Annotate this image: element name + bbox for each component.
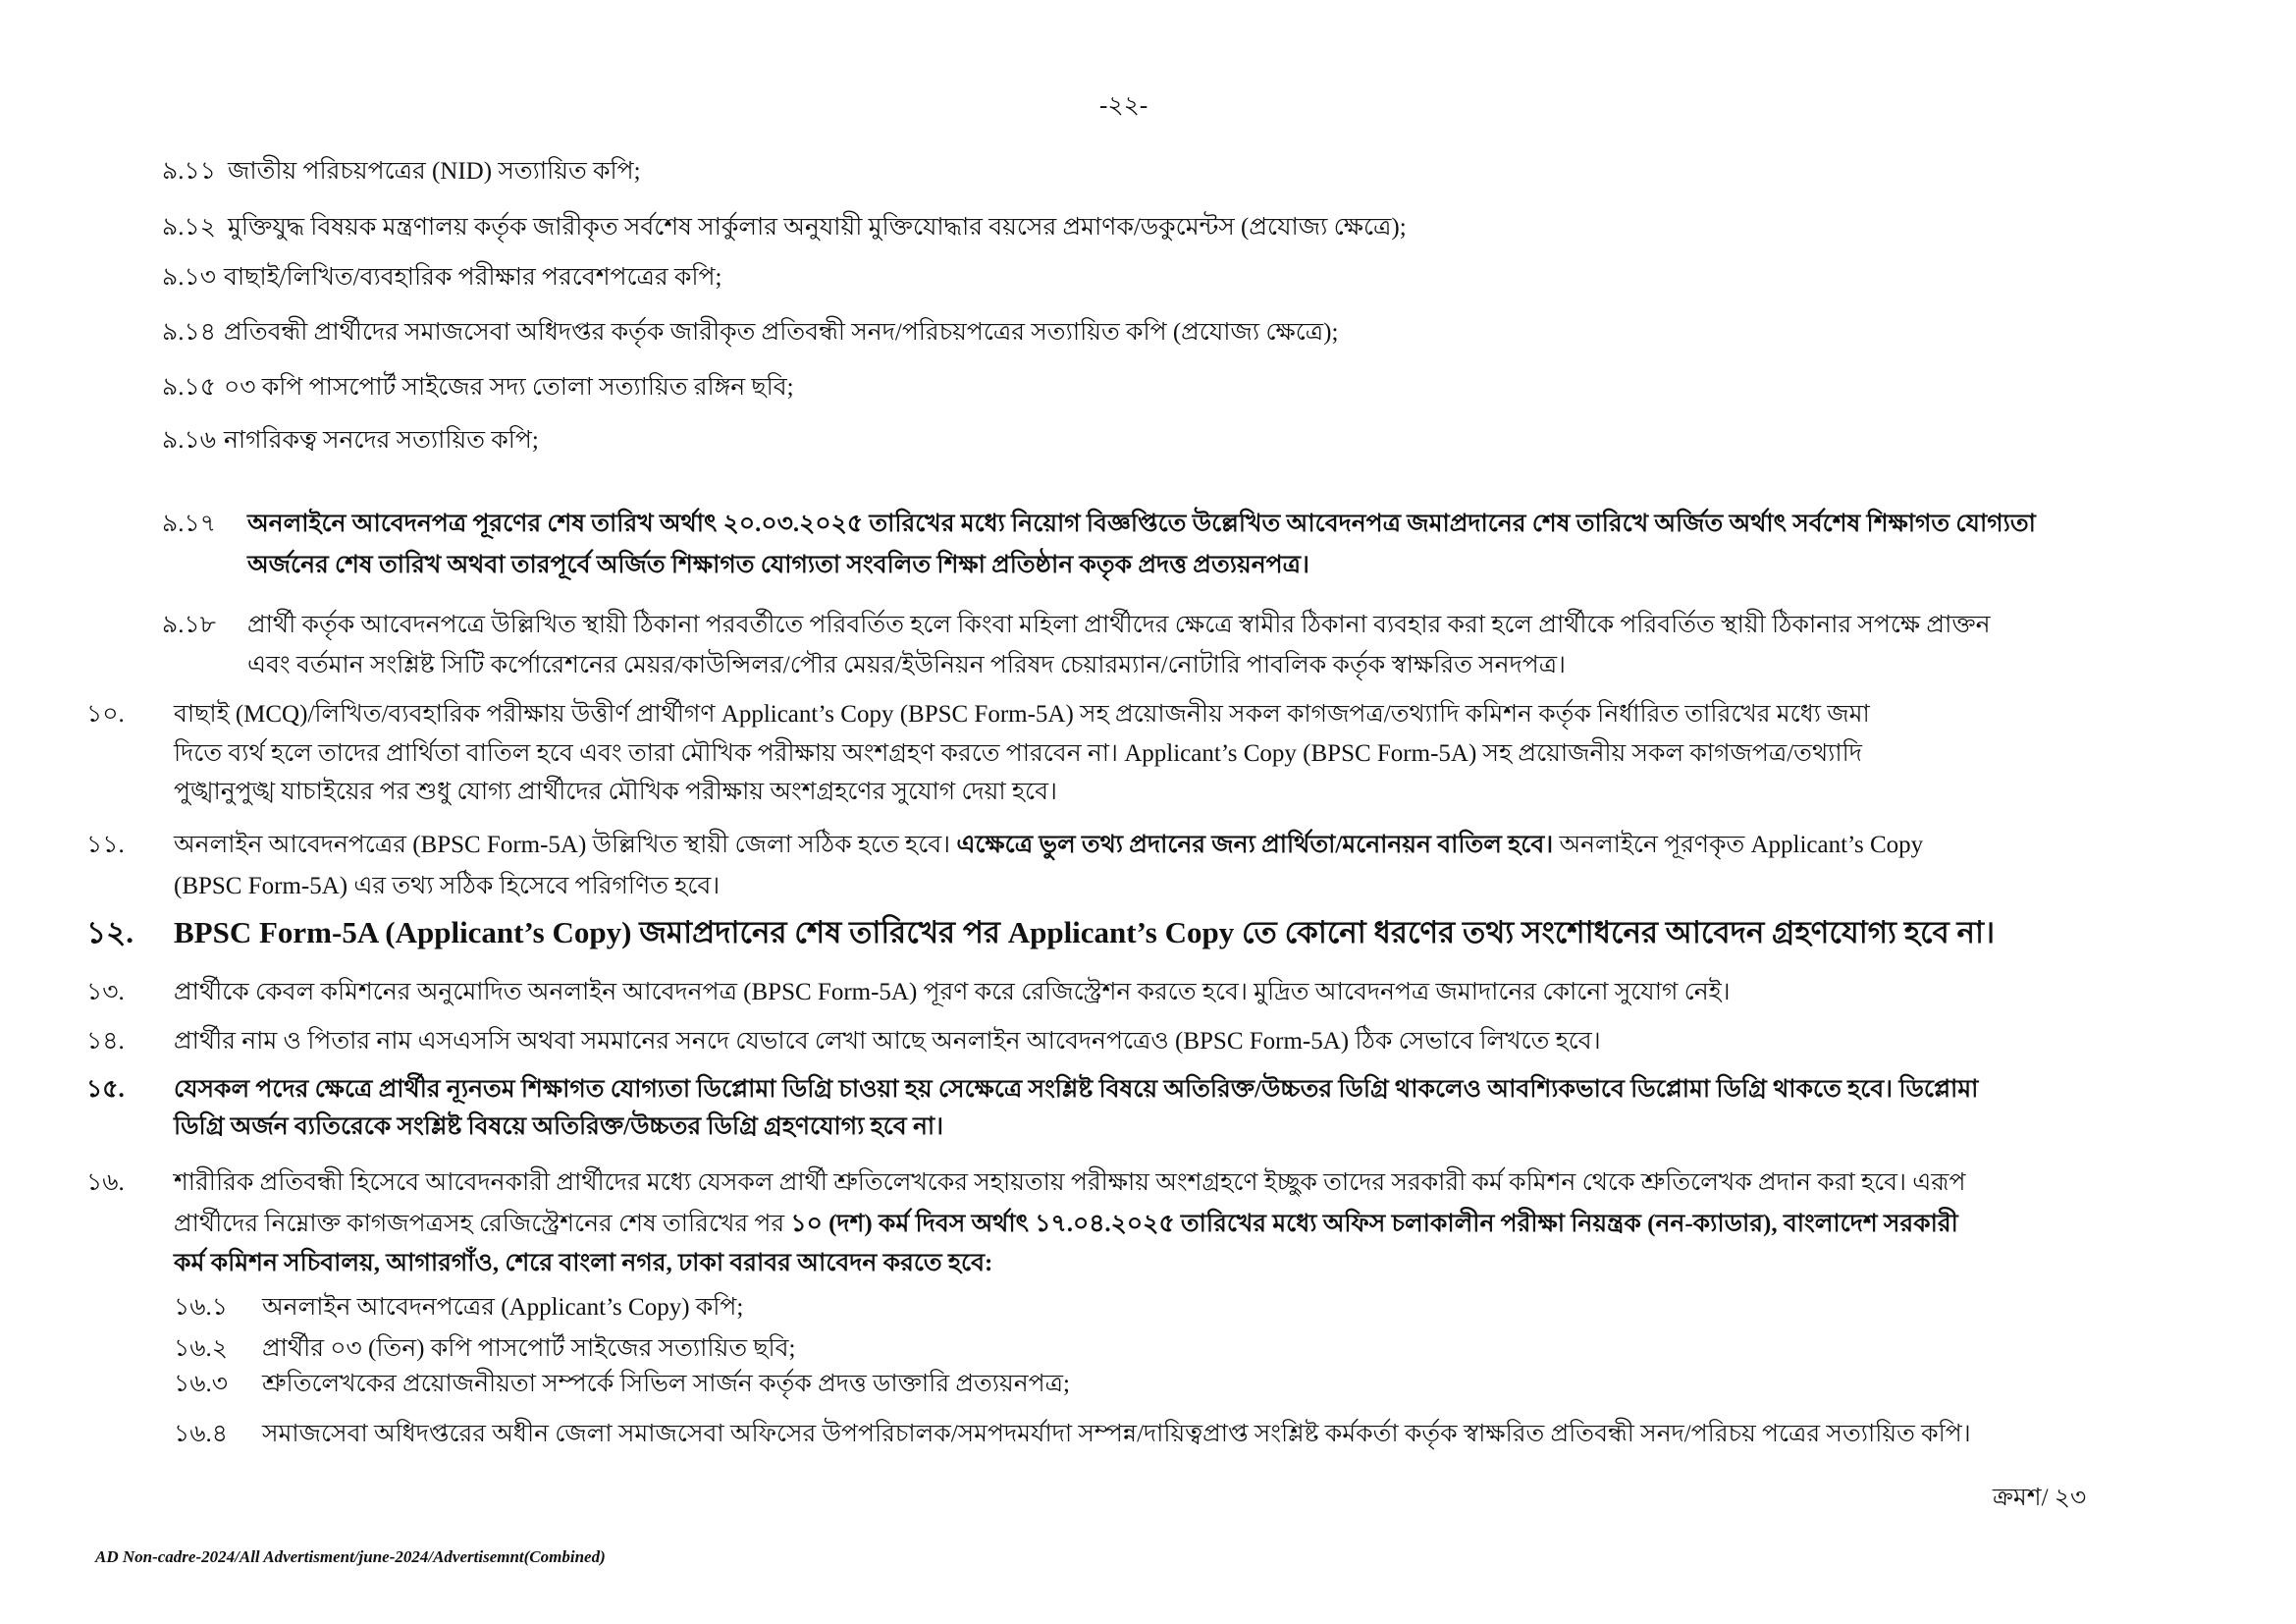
paragraph-line: দিতে ব্যর্থ হলে তাদের প্রার্থিতা বাতিল হবে এবং তারা মৌখিক পরীক্ষায় অংশগ্রহণ করতে পারবেন না। Applicant’s Copy (BPSC Form-5A) সহ প্রয়োজনীয় সকল কাগজপত্র/তথ্যাদি [174,740,1862,767]
paragraph-line: প্রার্থীর নাম ও পিতার নাম এসএসসি অথবা সমমানের সনদে যেভাবে লেখা আছে অনলাইন আবেদনপত্রেও (BPSC Form-5A) ঠিক সেভাবে লিখতে হবে। [174,1028,1601,1055]
paragraph-line: প্রার্থীকে কেবল কমিশনের অনুমোদিত অনলাইন আবেদনপত্র (BPSC Form-5A) পূরণ করে রেজিস্ট্রেশন করতে হবে। মুদ্রিত আবেদনপত্র জমাদানের কোনো সুযোগ নেই। [174,979,1731,1005]
text: অনলাইন আবেদনপত্রের (BPSC Form-5A) উল্লিখিত স্থায়ী জেলা সঠিক হতে হবে। [174,832,957,858]
list-item-line: প্রার্থী কর্তৃক আবেদনপত্রে উল্লিখিত স্থায়ী ঠিকানা পরবর্তীতে পরিবর্তিত হলে কিংবা মহিলা প্রার্থীদের ক্ষেত্রে স্বামীর ঠিকানা ব্যবহার করা হলে প্রার্থীকে পরিবর্তিত স্থায়ী ঠিকানার সপক্ষে প্রাক্তন [247,612,1991,638]
list-item: সমাজসেবা অধিদপ্তরের অধীন জেলা সমাজসেবা অফিসের উপপরিচালক/সমপদমর্যাদা সম্পন্ন/দায়িত্বপ্রাপ্ত সংশ্লিষ্ট কর্মকর্তা কর্তৃক স্বাক্ষরিত প্রতিবন্ধী সনদ/পরিচয় পত্রের সত্যায়িত কপি। [262,1421,1971,1447]
item-number: ১৫. [86,1076,125,1103]
item-number: ৯.১৩ [162,264,216,291]
item-number: ১৬.১ [174,1294,228,1321]
item-number: ৯.১৫ [162,374,216,401]
continuation-note: ক্রমশ/ ২৩ [1993,1485,2087,1511]
paragraph-line: পুঙ্খানুপুঙ্খ যাচাইয়ের পর শুধু যোগ্য প্রার্থীদের মৌখিক পরীক্ষায় অংশগ্রহণের সুযোগ দেয়া হবে। [174,779,1057,805]
item-number: ১০. [86,701,125,728]
item-number: ১৬. [86,1169,125,1196]
item-number: ৯.১৪ [162,319,216,346]
list-item: প্রতিবন্ধী প্রার্থীদের সমাজসেবা অধিদপ্তর কর্তৃক জারীকৃত প্রতিবন্ধী সনদ/পরিচয়পত্রের সত্যায়িত কপি (প্রযোজ্য ক্ষেত্রে); [224,319,1339,346]
paragraph-line [174,830,1923,861]
list-item: নাগরিকত্ব সনদের সত্যায়িত কপি; [224,427,539,454]
item-number: ১১. [86,832,125,858]
item-number: ৯.১২ [162,214,216,241]
list-item: বাছাই/লিখিত/ব্যবহারিক পরীক্ষার পরবেশপত্রের কপি; [224,264,722,291]
list-item: শ্রুতিলেখকের প্রয়োজনীয়তা সম্পর্কে সিভিল সার্জন কর্তৃক প্রদত্ত ডাক্তারি প্রত্যয়নপত্র; [262,1371,1070,1397]
paragraph-line: শারীরিক প্রতিবন্ধী হিসেবে আবেদনকারী প্রার্থীদের মধ্যে যেসকল প্রার্থী শ্রুতিলেখকের সহায়তায় পরীক্ষায় অংশগ্রহণে ইচ্ছুক তাদের সরকারী কর্ম কমিশন থেকে শ্রুতিলেখক প্রদান করা হবে। এরূপ [174,1169,1966,1196]
paragraph-line: বাছাই (MCQ)/লিখিত/ব্যবহারিক পরীক্ষায় উত্তীর্ণ প্রার্থীগণ Applicant’s Copy (BPSC Form-5A) সহ প্রয়োজনীয় সকল কাগজপত্র/তথ্যাদি কমিশন কর্তৃক নির্ধারিত তারিখের মধ্যে জমা [174,701,1870,728]
list-item: জাতীয় পরিচয়পত্রের (NID) সত্যায়িত কপি; [228,158,641,185]
paragraph-line: ডিগ্রি অর্জন ব্যতিরেকে সংশ্লিষ্ট বিষয়ে অতিরিক্ত/উচ্চতর ডিগ্রি গ্রহণযোগ্য হবে না। [174,1113,944,1140]
list-item-line: এবং বর্তমান সংশ্লিষ্ট সিটি কর্পোরেশনের মেয়র/কাউন্সিলর/পৌর মেয়র/ইউনিয়ন পরিষদ চেয়ারম্যান/নোটারি পাবলিক কর্তৃক স্বাক্ষরিত সনদপত্র। [247,652,1566,678]
item-number: ১৬.২ [174,1335,228,1362]
list-item-line: অর্জনের শেষ তারিখ অথবা তারপূর্বে অর্জিত শিক্ষাগত যোগ্যতা সংবলিত শিক্ষা প্রতিষ্ঠান কতৃক প্রদত্ত প্রত্যয়নপত্র। [247,552,1309,578]
text: প্রার্থীদের নিম্নোক্ত কাগজপত্রসহ রেজিস্ট্রেশনের শেষ তারিখের পর [174,1211,791,1237]
item-number: ৯.১৮ [162,612,216,638]
list-item-line: অনলাইনে আবেদনপত্র পূরণের শেষ তারিখ অর্থাৎ ২০.০৩.২০২৫ তারিখের মধ্যে নিয়োগ বিজ্ঞপ্তিতে উল্লেখিত আবেদনপত্র জমাপ্রদানের শেষ তারিখে অর্জিত অর্থাৎ সর্বশেষ শিক্ষাগত যোগ্যতা [247,511,2036,537]
paragraph-line: (BPSC Form-5A) এর তথ্য সঠিক হিসেবে পরিগণিত হবে। [174,873,721,899]
bold-deadline: ১০ (দশ) কর্ম দিবস অর্থাৎ ১৭.০৪.২০২৫ তারিখের মধ্যে অফিস চলাকালীন পরীক্ষা নিয়ন্ত্রক (নন-ক্যাডার), বাংলাদেশ সরকারী [790,1211,1958,1237]
item-number: ৯.১১ [162,158,216,185]
paragraph-line [174,1209,1958,1240]
paragraph-line: যেসকল পদের ক্ষেত্রে প্রার্থীর ন্যূনতম শিক্ষাগত যোগ্যতা ডিপ্লোমা ডিগ্রি চাওয়া হয় সেক্ষেত্রে সংশ্লিষ্ট বিষয়ে অতিরিক্ত/উচ্চতর ডিগ্রি থাকলেও আবশ্যিকভাবে ডিপ্লোমা ডিগ্রি থাকতে হবে। ডিপ্লোমা [174,1076,1979,1103]
page-number: -২২- [1099,92,1148,119]
item-number: ১৬.৩ [174,1371,228,1397]
item-number: ১৩. [86,979,125,1005]
item-number: ১৬.৪ [174,1421,228,1447]
list-item: ০৩ কপি পাসপোর্ট সাইজের সদ্য তোলা সত্যায়িত রঙ্গিন ছবি; [224,374,794,401]
item-number: ১৪. [86,1028,125,1055]
footer-file-path: AD Non-cadre-2024/All Advertisment/june-2024/Advertisemnt(Combined) [95,1547,606,1566]
item-number: ৯.১৬ [162,427,216,454]
bold-warning: এক্ষেত্রে ভুল তথ্য প্রদানের জন্য প্রার্থিতা/মনোনয়ন বাতিল হবে। [956,832,1554,858]
list-item: অনলাইন আবেদনপত্রের (Applicant’s Copy) কপি; [262,1294,744,1321]
paragraph-line: কর্ম কমিশন সচিবালয়, আগারগাঁও, শেরে বাংলা নগর, ঢাকা বরাবর আবেদন করতে হবে: [174,1250,993,1276]
text: অনলাইনে পূরণকৃত Applicant’s Copy [1553,832,1924,858]
item-number: ১২. [86,915,134,949]
item-number: ৯.১৭ [162,511,216,537]
paragraph-line: BPSC Form-5A (Applicant’s Copy) জমাপ্রদানের শেষ তারিখের পর Applicant’s Copy তে কোনো ধরণের তথ্য সংশোধনের আবেদন গ্রহণযোগ্য হবে না। [174,915,1996,949]
list-item: প্রার্থীর ০৩ (তিন) কপি পাসপোর্ট সাইজের সত্যায়িত ছবি; [262,1335,796,1362]
list-item: মুক্তিযুদ্ধ বিষয়ক মন্ত্রণালয় কর্তৃক জারীকৃত সর্বশেষ সার্কুলার অনুযায়ী মুক্তিযোদ্ধার বয়সের প্রমাণক/ডকুমেন্টস (প্রযোজ্য ক্ষেত্রে); [228,214,1407,241]
